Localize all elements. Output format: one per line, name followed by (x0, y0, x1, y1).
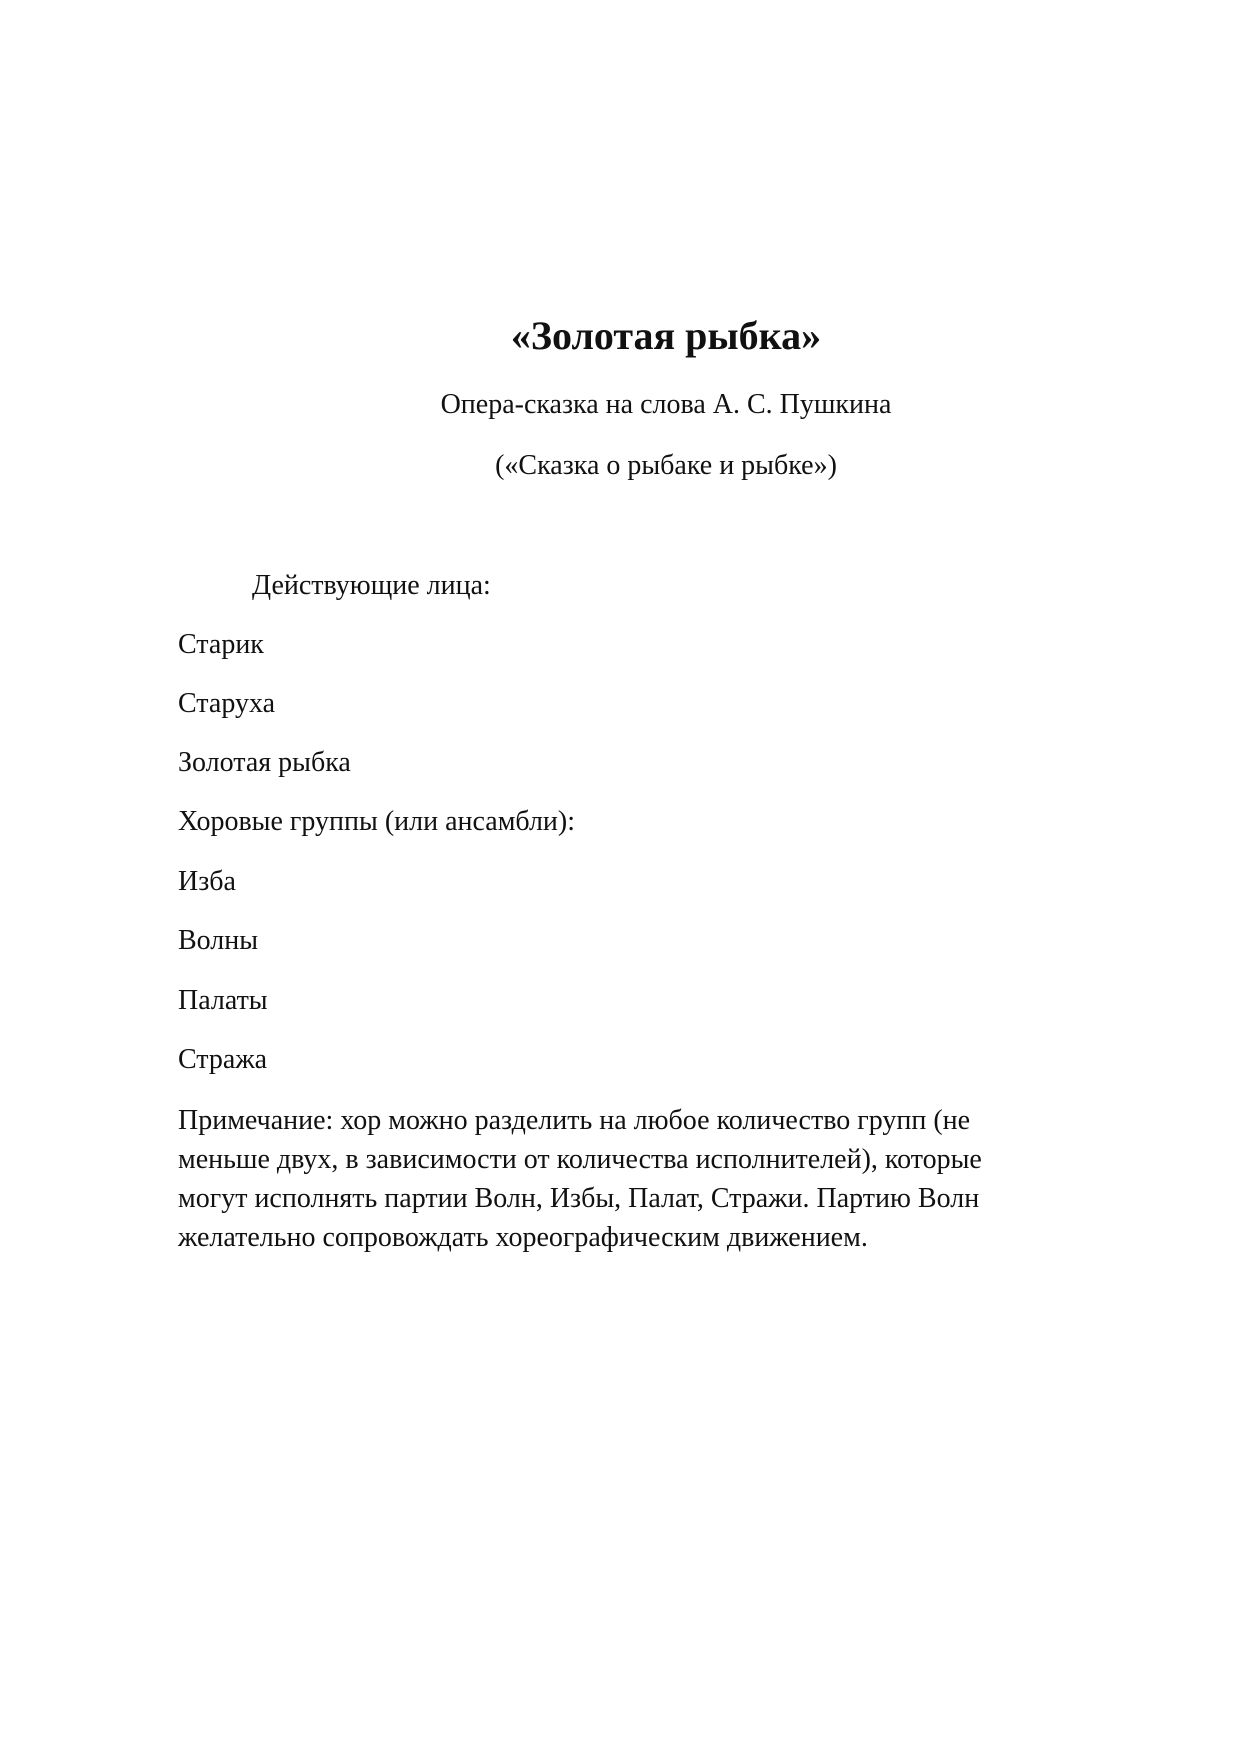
role-item: Золотая рыбка (178, 747, 351, 778)
document-subtitle: Опера-сказка на слова А. С. Пушкина (440, 389, 892, 420)
document-subtitle-source: («Сказка о рыбаке и рыбке») (495, 450, 837, 481)
role-item: Стража (178, 1044, 268, 1075)
role-item: Палаты (178, 985, 268, 1016)
characters-heading: Действующие лица: (252, 570, 491, 601)
role-item: Старик (178, 629, 264, 660)
choir-note: Примечание: хор можно разделить на любое количество групп (не меньше двух, в зависимости от количества исполнителей), которые могут исполнять партии Волн, Избы, Палат, Стражи. Партию Волн желательно сопровождать хореографическим движением. (178, 1105, 982, 1253)
role-item: Изба (178, 866, 236, 897)
role-item: Хоровые группы (или ансамбли): (178, 806, 576, 837)
role-item: Волны (178, 925, 259, 956)
role-item: Старуха (178, 688, 276, 719)
document-title: «Золотая рыбка» (510, 313, 822, 358)
